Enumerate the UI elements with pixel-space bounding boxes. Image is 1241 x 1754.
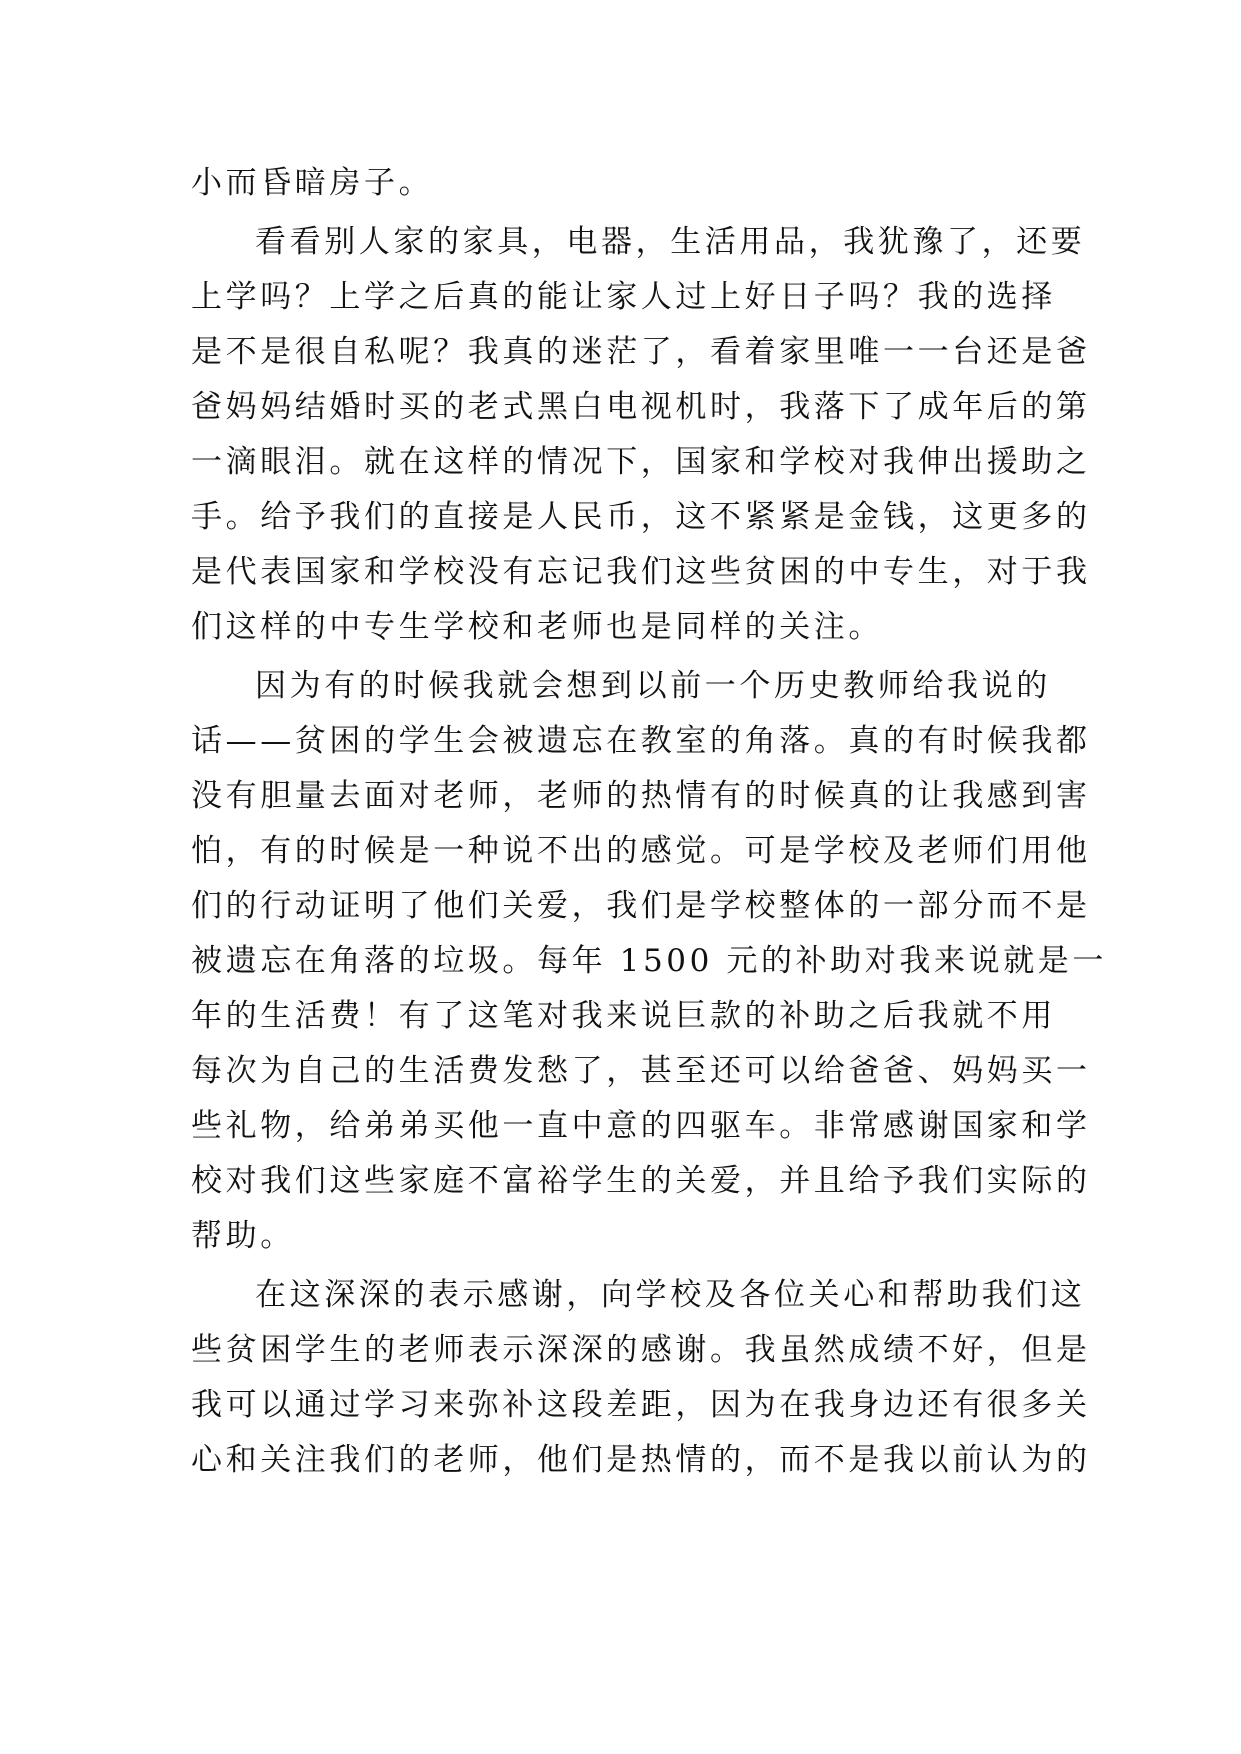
text-line: 手。给予我们的直接是人民币，这不紧紧是金钱，这更多的 xyxy=(191,499,1091,535)
text-line: 看看别人家的家具，电器，生活用品，我犹豫了，还要 xyxy=(255,224,1086,260)
text-line: 话——贫困的学生会被遗忘在教室的角落。真的有时候我都 xyxy=(191,723,1091,759)
text-line: 每次为自己的生活费发愁了，甚至还可以给爸爸、妈妈买一 xyxy=(191,1053,1091,1089)
text-line: 些礼物，给弟弟买他一直中意的四驱车。非常感谢国家和学 xyxy=(191,1108,1091,1144)
document-body xyxy=(191,156,1107,1488)
text-line: 小而昏暗房子。 xyxy=(191,165,434,201)
paragraph-2 xyxy=(191,215,1091,655)
text-line: 些贫困学生的老师表示深深的感谢。我虽然成绩不好，但是 xyxy=(191,1332,1091,1368)
text-line: 是不是很自私呢？我真的迷茫了，看着家里唯一一台还是爸 xyxy=(191,334,1091,370)
paragraph-1 xyxy=(191,156,1051,211)
paragraph-4 xyxy=(191,1268,1091,1488)
text-line: 上学吗？上学之后真的能让家人过上好日子吗？我的选择 xyxy=(191,279,1056,315)
text-line: 爸妈妈结婚时买的老式黑白电视机时，我落下了成年后的第 xyxy=(191,389,1091,425)
text-line: 帮助。 xyxy=(191,1218,295,1254)
paragraph-3 xyxy=(191,659,1107,1264)
text-line: 怕，有的时候是一种说不出的感觉。可是学校及老师们用他 xyxy=(191,833,1091,869)
text-line: 没有胆量去面对老师，老师的热情有的时候真的让我感到害 xyxy=(191,778,1091,814)
text-line: 一滴眼泪。就在这样的情况下，国家和学校对我伸出援助之 xyxy=(191,444,1091,480)
text-line: 被遗忘在角落的垃圾。每年 1500 元的补助对我来说就是一 xyxy=(191,943,1107,979)
text-line: 校对我们这些家庭不富裕学生的关爱，并且给予我们实际的 xyxy=(191,1163,1091,1199)
text-line: 们的行动证明了他们关爱，我们是学校整体的一部分而不是 xyxy=(191,888,1091,924)
text-line: 在这深深的表示感谢，向学校及各位关心和帮助我们这 xyxy=(255,1277,1086,1313)
text-line: 因为有的时候我就会想到以前一个历史教师给我说的 xyxy=(255,668,1051,704)
text-line: 我可以通过学习来弥补这段差距，因为在我身边还有很多关 xyxy=(191,1387,1091,1423)
text-line: 心和关注我们的老师，他们是热情的，而不是我以前认为的 xyxy=(191,1442,1091,1478)
text-line: 是代表国家和学校没有忘记我们这些贫困的中专生，对于我 xyxy=(191,554,1091,590)
text-line: 们这样的中专生学校和老师也是同样的关注。 xyxy=(191,609,883,645)
text-line: 年的生活费！有了这笔对我来说巨款的补助之后我就不用 xyxy=(191,998,1056,1034)
